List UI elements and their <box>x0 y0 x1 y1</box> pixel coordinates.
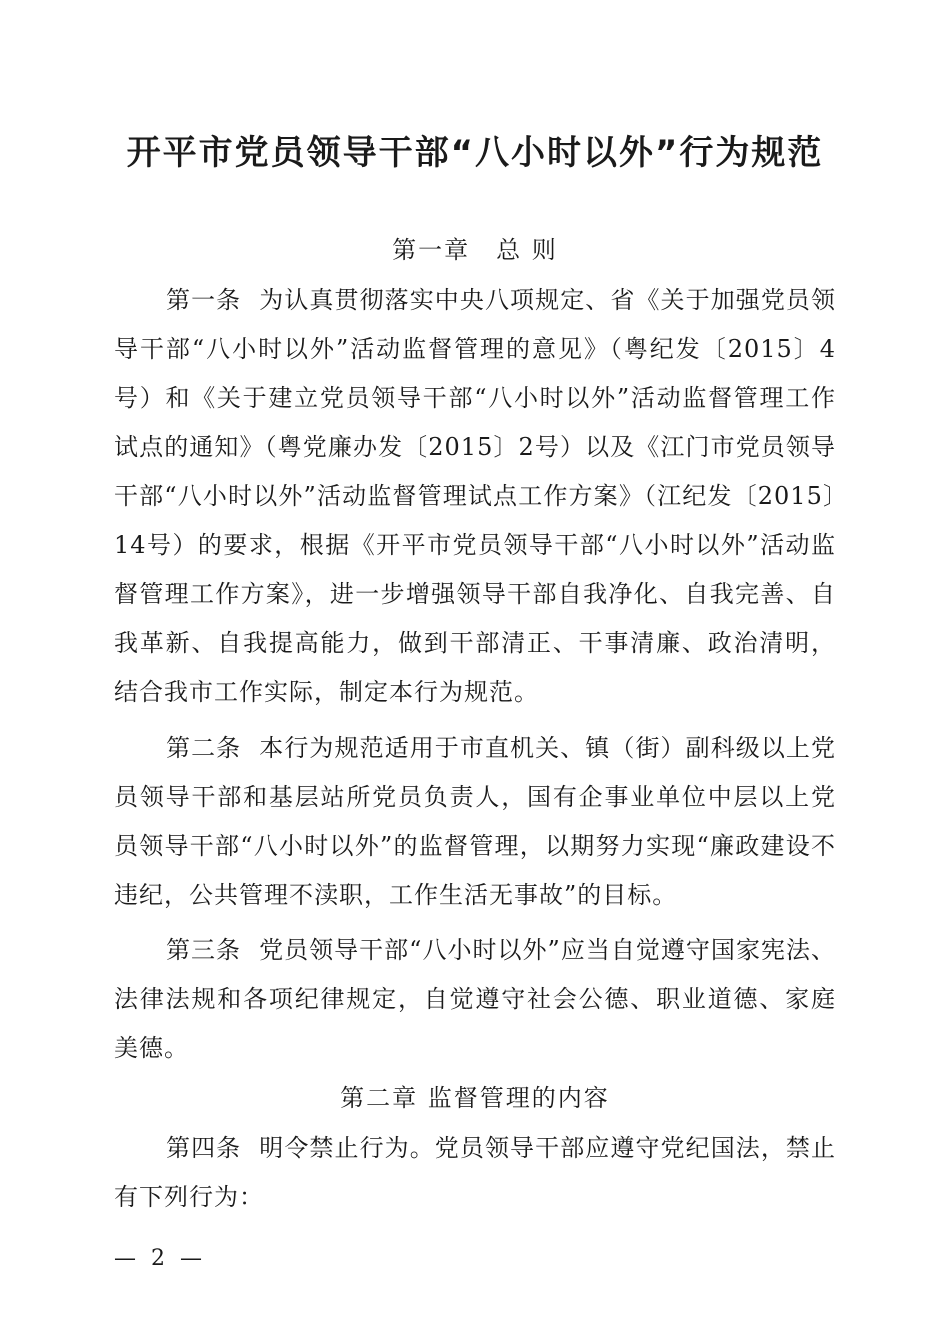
document-title: 开平市党员领导干部“八小时以外”行为规范 <box>126 133 824 173</box>
article-label: 第二条 <box>166 734 242 762</box>
chapter-heading-2: 第二章 监督管理的内容 <box>340 1084 610 1112</box>
article-text: 本行为规范适用于市直机关、镇（街）副科级以上党员领导干部和基层站所党员负责人，国有企事业单位中层以上党员领导干部“八小时以外”的监督管理，以期努力实现“廉政建设不违纪，公共管理不渎职，工作生活无事故”的目标。 <box>114 734 837 909</box>
article-text: 为认真贯彻落实中央八项规定、省《关于加强党员领导干部“八小时以外”活动监督管理的意见》（粤纪发〔2015〕4号）和《关于建立党员领导干部“八小时以外”活动监督管理工作试点的通知》（粤党廉办发〔2015〕2号）以及《江门市党员领导干部“八小时以外”活动监督管理试点工作方案》（江纪发〔2015〕14号）的要求，根据《开平市党员领导干部“八小时以外”活动监督管理工作方案》，进一步增强领导干部自我净化、自我完善、自我革新、自我提高能力，做到干部清正、干事清廉、政治清明，结合我市工作实际，制定本行为规范。 <box>114 286 837 706</box>
article-label: 第三条 <box>166 936 242 964</box>
page-number: — 2 — <box>114 1246 206 1271</box>
chapter-heading-1: 第一章 总 则 <box>392 236 558 264</box>
article-3 <box>114 926 836 1073</box>
article-4 <box>114 1124 836 1222</box>
article-2 <box>114 724 836 920</box>
article-label: 第一条 <box>166 286 242 314</box>
article-text: 党员领导干部“八小时以外”应当自觉遵守国家宪法、法律法规和各项纪律规定，自觉遵守社会公德、职业道德、家庭美德。 <box>114 936 837 1062</box>
article-text: 明令禁止行为。党员领导干部应遵守党纪国法，禁止有下列行为： <box>114 1134 837 1211</box>
article-label: 第四条 <box>166 1134 242 1162</box>
article-1 <box>114 276 836 717</box>
